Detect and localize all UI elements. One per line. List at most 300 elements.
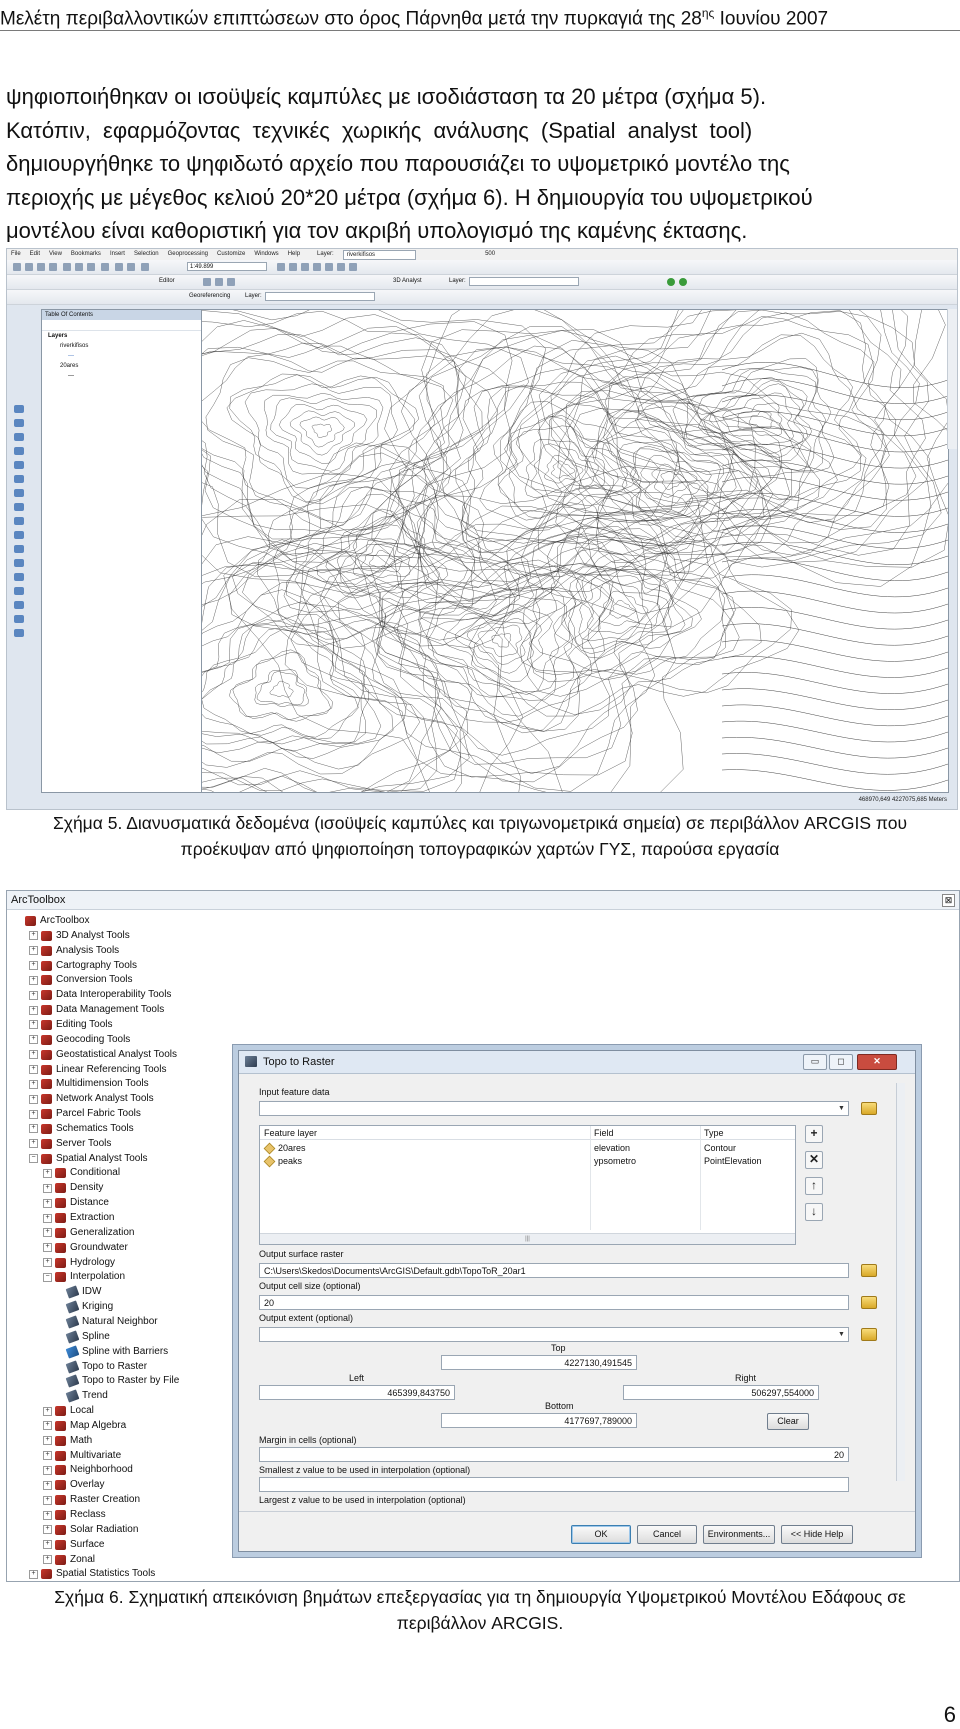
paragraph-line: περιοχής με μέγεθος κελιού 20*20 μέτρα (σχήμα 6). Η δημιουργία του υψομετρικού	[6, 184, 813, 210]
contour-line	[224, 466, 734, 792]
delete-icon[interactable]	[101, 263, 109, 271]
ok-button[interactable]: OK	[571, 1525, 631, 1544]
layer-label: Layer:	[317, 251, 334, 257]
toolbox-item[interactable]	[29, 1122, 134, 1136]
cell-size-folder-icon[interactable]	[861, 1296, 877, 1309]
contour-line	[520, 526, 735, 680]
hyperlink-icon[interactable]	[14, 601, 24, 609]
expand-icon[interactable]: +	[29, 1080, 38, 1089]
toolbox-icon	[55, 1555, 66, 1565]
row-layer: 20ares	[278, 1143, 306, 1153]
find-icon[interactable]	[14, 573, 24, 581]
toolbox-item[interactable]	[43, 1226, 134, 1240]
search-icon[interactable]	[313, 263, 321, 271]
contour-line	[722, 624, 948, 646]
caption-line: περιβάλλον ARCGIS.	[396, 1613, 564, 1633]
toolbox-icon	[55, 1436, 66, 1446]
toolbox-icon	[41, 975, 52, 985]
table-row[interactable]	[260, 1142, 795, 1154]
toolbox-icon	[41, 946, 52, 956]
python-icon[interactable]	[337, 263, 345, 271]
extent-top-input[interactable]: 4227130,491545	[441, 1355, 637, 1370]
toolbox-item[interactable]	[43, 1434, 92, 1448]
expand-icon[interactable]: +	[29, 946, 38, 955]
toolbox-item[interactable]	[29, 988, 171, 1002]
toolbox-icon	[41, 1065, 52, 1075]
expand-icon[interactable]: +	[43, 1540, 52, 1549]
expand-icon[interactable]: +	[29, 1570, 38, 1579]
scale-box[interactable]: 1:49.899	[187, 262, 267, 271]
contour-line	[291, 511, 685, 792]
toolbox-item[interactable]	[43, 1478, 104, 1492]
collapse-icon[interactable]: −	[29, 1154, 38, 1163]
extent-right-input[interactable]: 506297,554000	[623, 1385, 819, 1400]
toolbox-item[interactable]	[29, 1137, 111, 1151]
smallest-z-input[interactable]	[259, 1477, 849, 1492]
toolbox-item[interactable]	[29, 959, 137, 973]
globe-icon[interactable]	[667, 278, 675, 286]
contour-line	[390, 326, 773, 601]
navigate-icon[interactable]	[679, 278, 687, 286]
hammer-tool-icon	[66, 1345, 80, 1358]
toolbox-item[interactable]	[43, 1256, 115, 1270]
contour-line	[229, 650, 332, 722]
toc-layer-20ares[interactable]: 20ares	[60, 363, 79, 369]
row-layer: peaks	[278, 1156, 303, 1166]
tree-item-label: Geocoding Tools	[56, 1033, 131, 1045]
toolbox-item[interactable]	[43, 1196, 109, 1210]
dialog-titlebar	[239, 1051, 915, 1074]
tree-item-label: IDW	[82, 1286, 102, 1298]
tree-item-label: Reclass	[70, 1509, 106, 1520]
header-title-end: Ιουνίου 2007	[714, 8, 829, 30]
expand-icon[interactable]: +	[43, 1214, 52, 1223]
sketch-icon[interactable]	[215, 278, 223, 286]
tool-item[interactable]	[67, 1285, 101, 1299]
html-popup-icon[interactable]	[14, 615, 24, 623]
tree-item-label: Topo to Raster by File	[82, 1375, 180, 1387]
feature-layer-table	[259, 1125, 796, 1245]
contour-line	[607, 316, 884, 521]
3d-analyst-menu[interactable]: 3D Analyst	[393, 278, 422, 284]
contour-line	[202, 537, 472, 792]
move-down-icon[interactable]: ↓	[805, 1203, 823, 1221]
expand-icon[interactable]: +	[29, 961, 38, 970]
expand-icon[interactable]: +	[43, 1228, 52, 1237]
expand-icon[interactable]: +	[43, 1555, 52, 1564]
tree-item-label: Data Interoperability Tools	[56, 989, 172, 1001]
toolbox-icon	[55, 1198, 66, 1208]
expand-icon[interactable]: +	[43, 1407, 52, 1416]
hammer-tool-icon	[66, 1390, 80, 1403]
menu-geoprocessing[interactable]: Geoprocessing	[167, 251, 208, 257]
menu-edit[interactable]: Edit	[29, 251, 41, 257]
tree-item-label: Zonal	[70, 1553, 96, 1565]
tree-item-label: Linear Referencing Tools	[56, 1063, 167, 1075]
redo-icon[interactable]	[127, 263, 135, 271]
open-icon[interactable]	[25, 263, 33, 271]
menu-windows[interactable]: Windows	[254, 251, 279, 257]
tree-item-label: Local	[70, 1405, 94, 1417]
toolbox-icon	[41, 1035, 52, 1045]
tree-item-label: Multivariate	[70, 1449, 122, 1461]
expand-icon[interactable]: +	[43, 1466, 52, 1475]
tool-item[interactable]	[67, 1300, 113, 1314]
expand-icon[interactable]: +	[29, 1110, 38, 1119]
input-folder-icon[interactable]	[861, 1102, 877, 1115]
tree-item-label: Spline	[82, 1330, 110, 1342]
body-paragraph	[6, 80, 956, 248]
contour-line	[202, 543, 469, 792]
tree-item-label: Extraction	[70, 1212, 115, 1223]
contour-line	[285, 506, 694, 792]
contour-line	[326, 516, 440, 593]
cut-icon[interactable]	[63, 263, 71, 271]
tool-item[interactable]	[67, 1315, 158, 1329]
fixed-zoom-in-icon[interactable]	[14, 461, 24, 469]
tree-item-label: Analysis Tools	[56, 944, 120, 956]
dialog-vertical-scrollbar[interactable]	[896, 1083, 905, 1481]
tool-item[interactable]	[67, 1374, 179, 1388]
topo-to-raster-dialog	[238, 1050, 916, 1552]
toolbox-item[interactable]	[29, 1092, 154, 1106]
hammer-tool-icon	[66, 1360, 80, 1373]
contour-line	[233, 653, 331, 720]
move-up-icon[interactable]: ↑	[805, 1177, 823, 1195]
toolbox-item[interactable]	[43, 1241, 128, 1255]
toc-layer-riverkifisos[interactable]: riverkifisos	[60, 343, 89, 349]
full-extent-icon[interactable]	[14, 447, 24, 455]
toc-toolbar	[42, 320, 202, 331]
toolbox-item[interactable]	[29, 1033, 130, 1047]
contour-line	[723, 393, 794, 445]
close-icon[interactable]: ⊠	[942, 894, 955, 907]
smallest-z-label: Smallest z value to be used in interpolation (optional)	[259, 1465, 471, 1475]
contour-line	[264, 393, 383, 474]
tool-item[interactable]	[67, 1389, 108, 1403]
toolbox-item[interactable]	[43, 1493, 140, 1507]
maximize-icon[interactable]: ◻	[829, 1054, 853, 1070]
toolbox-icon	[41, 1050, 52, 1060]
hide-help-button[interactable]: << Hide Help	[781, 1525, 853, 1544]
tree-item-label: Editing Tools	[56, 1018, 113, 1030]
toolbox-item[interactable]	[43, 1181, 103, 1195]
collapse-icon[interactable]: −	[43, 1273, 52, 1282]
contour-line	[722, 379, 948, 404]
editor-toolbar-icon[interactable]	[277, 263, 285, 271]
edit-tool-icon[interactable]	[203, 278, 211, 286]
toolbox-item[interactable]	[43, 1404, 94, 1418]
toolbox-item[interactable]	[43, 1270, 125, 1284]
expand-icon[interactable]: +	[43, 1451, 52, 1460]
toolbox-item[interactable]	[29, 1048, 177, 1062]
margin-input[interactable]: 20	[259, 1447, 849, 1462]
expand-icon[interactable]: +	[43, 1496, 52, 1505]
col-feature-layer: Feature layer	[260, 1126, 590, 1140]
close-icon[interactable]: ✕	[857, 1054, 897, 1070]
output-cell-size-label: Output cell size (optional)	[259, 1281, 361, 1291]
toolbox-icon	[55, 1213, 66, 1223]
toc-contour-symbol: —	[68, 373, 74, 379]
georeferencing-toolbar	[7, 290, 957, 305]
contour-line	[300, 417, 344, 447]
expand-icon[interactable]: +	[43, 1169, 52, 1178]
toolbox-item[interactable]	[29, 1003, 164, 1017]
vertex-icon[interactable]	[227, 278, 235, 286]
toolbox-icon	[41, 1020, 52, 1030]
toolbox-item[interactable]	[43, 1449, 121, 1463]
contour-line	[202, 310, 529, 584]
georef-layer-dropdown[interactable]	[265, 292, 375, 301]
row-type: Contour	[704, 1143, 737, 1153]
tree-item-label: Schematics Tools	[56, 1122, 134, 1134]
contour-line	[230, 375, 415, 503]
expand-icon[interactable]: +	[29, 991, 38, 1000]
toolbox-icon	[41, 1154, 52, 1164]
toolbox-icon	[55, 1480, 66, 1490]
expand-icon[interactable]: +	[29, 1035, 38, 1044]
time-slider-icon[interactable]	[14, 629, 24, 637]
contour-line	[722, 395, 948, 420]
toolbox-icon	[41, 990, 52, 1000]
contour-line	[722, 753, 948, 774]
contour-line	[722, 493, 948, 516]
fixed-zoom-out-icon[interactable]	[14, 475, 24, 483]
toolbox-icon	[41, 1005, 52, 1015]
menu-bookmarks[interactable]: Bookmarks	[70, 251, 101, 257]
expand-icon[interactable]: +	[43, 1436, 52, 1445]
toolbox-item[interactable]	[43, 1508, 106, 1522]
menu-file[interactable]: File	[11, 251, 21, 257]
expand-icon[interactable]: +	[29, 931, 38, 940]
extent-right-label: Right	[735, 1373, 757, 1383]
menu-selection[interactable]: Selection	[133, 251, 159, 257]
modelbuilder-icon[interactable]	[349, 263, 357, 271]
contour-line	[202, 311, 512, 577]
tree-item-label: Geostatistical Analyst Tools	[56, 1048, 177, 1060]
zoom-out-icon[interactable]	[14, 419, 24, 427]
tree-item-label: ArcToolbox	[40, 915, 90, 926]
copy-icon[interactable]	[75, 263, 83, 271]
toolbox-item[interactable]	[29, 1567, 155, 1581]
expand-icon[interactable]: +	[43, 1481, 52, 1490]
toolbox-icon	[55, 1421, 66, 1431]
output-extent-label: Output extent (optional)	[259, 1313, 354, 1323]
expand-icon[interactable]: +	[29, 1095, 38, 1104]
table-of-contents	[41, 309, 203, 793]
paragraph-line: δημιουργήθηκε το ψηφιδωτό αρχείο που παρουσιάζει το υψομετρικό μοντέλο της	[6, 151, 790, 176]
layer-dropdown[interactable]: riverkifisos	[343, 250, 416, 260]
back-icon[interactable]	[14, 489, 24, 497]
extent-folder-icon[interactable]	[861, 1328, 877, 1341]
expand-icon[interactable]: +	[43, 1525, 52, 1534]
print-icon[interactable]	[49, 263, 57, 271]
pan-icon[interactable]	[14, 433, 24, 441]
toolbox-icon	[55, 1540, 66, 1550]
add-row-icon[interactable]: +	[805, 1125, 823, 1143]
menu-customize[interactable]: Customize	[217, 251, 246, 257]
contour-line	[202, 628, 360, 740]
expand-icon[interactable]: +	[29, 1065, 38, 1074]
toolbox-item[interactable]	[29, 929, 130, 943]
toolbox-item[interactable]	[43, 1211, 114, 1225]
tool-item[interactable]	[67, 1330, 110, 1344]
arctoolbox-icon[interactable]	[325, 263, 333, 271]
toolbox-icon	[55, 1183, 66, 1193]
expand-icon[interactable]: +	[29, 1020, 38, 1029]
layer-label-2: Layer:	[449, 278, 466, 284]
extent-bottom-input[interactable]: 4177697,789000	[441, 1413, 637, 1428]
expand-icon[interactable]: +	[29, 1006, 38, 1015]
toolbox-icon	[55, 1272, 66, 1282]
toolbox-item[interactable]	[29, 1077, 149, 1091]
minimize-icon[interactable]: ▭	[803, 1054, 827, 1070]
table-row[interactable]	[260, 1155, 795, 1167]
select-features-icon[interactable]	[14, 517, 24, 525]
tree-item-label: Multidimension Tools	[56, 1078, 149, 1090]
hammer-tool-icon	[66, 1375, 80, 1388]
toolbox-item[interactable]	[29, 1018, 113, 1032]
output-extent-dropdown[interactable]	[259, 1327, 849, 1342]
expand-icon[interactable]: +	[29, 1139, 38, 1148]
hammer-tool-icon	[66, 1301, 80, 1314]
paragraph-line: μοντέλου είναι καθοριστική για τον ακριβή υπολογισμό της καμένης έκτασης.	[6, 218, 748, 243]
menu-view[interactable]: View	[49, 251, 62, 257]
expand-icon[interactable]: +	[29, 1050, 38, 1059]
hammer-tool-icon	[66, 1315, 80, 1328]
toolbox-item[interactable]	[29, 944, 119, 958]
tree-item-label: Topo to Raster	[82, 1360, 148, 1372]
catalog-icon[interactable]	[301, 263, 309, 271]
identify-icon[interactable]	[14, 559, 24, 567]
georeferencing-menu[interactable]: Georeferencing	[189, 293, 231, 299]
add-data-icon[interactable]	[141, 263, 149, 271]
contour-line	[270, 681, 294, 697]
toolbox-icon	[55, 1510, 66, 1520]
toolbox-icon	[41, 1139, 52, 1149]
tool-item[interactable]	[67, 1345, 168, 1359]
environments-button[interactable]: Environments...	[703, 1525, 775, 1544]
tree-item-label: Raster Creation	[70, 1494, 141, 1506]
output-surface-raster-input[interactable]: C:\Users\Skedos\Documents\ArcGIS\Default.gdb\TopoToR_20ar1	[259, 1263, 849, 1278]
toolbox-item[interactable]	[29, 1152, 148, 1166]
expand-icon[interactable]: +	[43, 1511, 52, 1520]
output-folder-icon[interactable]	[861, 1264, 877, 1277]
menu-insert[interactable]: Insert	[109, 251, 125, 257]
expand-icon[interactable]: +	[43, 1258, 52, 1267]
toolbox-item[interactable]	[43, 1166, 120, 1180]
toolbox-icon	[55, 1495, 66, 1505]
analyst-layer-dropdown[interactable]	[469, 277, 579, 286]
toolbox-icon	[41, 1569, 52, 1579]
undo-icon[interactable]	[115, 263, 123, 271]
clear-extent-button[interactable]: Clear	[767, 1413, 809, 1430]
contour-line	[722, 689, 948, 710]
cancel-button[interactable]: Cancel	[637, 1525, 697, 1544]
contour-line	[635, 335, 861, 501]
contour-line	[273, 475, 496, 628]
expand-icon[interactable]: +	[43, 1199, 52, 1208]
toolbox-item[interactable]	[43, 1523, 138, 1537]
output-cell-size-input[interactable]: 20	[259, 1295, 849, 1310]
toolbox-icon	[55, 1228, 66, 1238]
contour-line	[202, 590, 406, 769]
tree-item-label: Map Algebra	[70, 1419, 127, 1431]
editor-toolbar	[7, 275, 957, 290]
expand-icon[interactable]: +	[43, 1184, 52, 1193]
toolbox-icon	[41, 931, 52, 941]
contour-line	[549, 310, 930, 560]
tool-item[interactable]	[67, 1360, 147, 1374]
toolbox-icon	[41, 961, 52, 971]
arctoolbox-title: ArcToolbox	[11, 894, 66, 906]
contour-line	[428, 594, 567, 695]
toolbox-item[interactable]	[43, 1553, 95, 1567]
map-vertical-scrollbar[interactable]	[947, 309, 957, 449]
zoom-in-icon[interactable]	[14, 405, 24, 413]
tree-item-label: Spatial Statistics Tools	[56, 1568, 156, 1580]
figure-5-caption	[0, 810, 960, 862]
toolbox-item[interactable]	[43, 1538, 104, 1552]
contour-line	[544, 455, 583, 483]
toc-line-symbol: —	[68, 353, 74, 359]
caption-line: προέκυψαν από ψηφιοποίηση τοπογραφικών χαρτών ΓΥΣ, παρούσα εργασία	[180, 839, 780, 859]
measure-icon[interactable]	[14, 587, 24, 595]
tree-item-label: Groundwater	[70, 1241, 128, 1253]
expand-icon[interactable]: +	[29, 1124, 38, 1133]
toolbox-item[interactable]	[25, 914, 89, 928]
row-field: ypsometro	[594, 1156, 637, 1166]
remove-row-icon[interactable]: ✕	[805, 1151, 823, 1169]
table-horizontal-scrollbar[interactable]: |||	[260, 1233, 795, 1244]
editor-menu[interactable]: Editor	[159, 278, 175, 284]
standard-toolbar	[7, 260, 957, 275]
toolbox-item[interactable]	[43, 1419, 126, 1433]
tree-item-label: Cartography Tools	[56, 959, 137, 971]
input-feature-data-dropdown[interactable]	[259, 1101, 849, 1116]
expand-icon[interactable]: +	[29, 976, 38, 985]
menu-help[interactable]: Help	[287, 251, 301, 257]
expand-icon[interactable]: +	[43, 1421, 52, 1430]
dialog-title: Topo to Raster	[263, 1056, 335, 1068]
select-elements-icon[interactable]	[14, 545, 24, 553]
expand-icon[interactable]: +	[43, 1243, 52, 1252]
contour-line	[509, 426, 627, 511]
col-type: Type	[700, 1126, 795, 1140]
toc-icon[interactable]	[289, 263, 297, 271]
toolbox-item[interactable]	[29, 1107, 141, 1121]
clear-selection-icon[interactable]	[14, 531, 24, 539]
contour-line	[722, 672, 948, 693]
zoom-value[interactable]: 500	[485, 251, 496, 257]
contour-line	[595, 310, 896, 529]
output-surface-raster-label: Output surface raster	[259, 1249, 344, 1259]
map-display[interactable]	[201, 309, 949, 793]
paste-icon[interactable]	[87, 263, 95, 271]
contour-line	[749, 411, 772, 428]
new-icon[interactable]	[13, 263, 21, 271]
extent-left-input[interactable]: 465399,843750	[259, 1385, 455, 1400]
tree-item-label: Overlay	[70, 1479, 105, 1491]
toc-layers[interactable]: Layers	[48, 333, 68, 339]
contour-line	[312, 424, 332, 438]
forward-icon[interactable]	[14, 503, 24, 511]
tree-item-label: Trend	[82, 1390, 108, 1402]
toolbox-item[interactable]	[43, 1463, 133, 1477]
toolbox-item[interactable]	[29, 1063, 166, 1077]
toolbox-item[interactable]	[29, 973, 133, 987]
save-icon[interactable]	[37, 263, 45, 271]
